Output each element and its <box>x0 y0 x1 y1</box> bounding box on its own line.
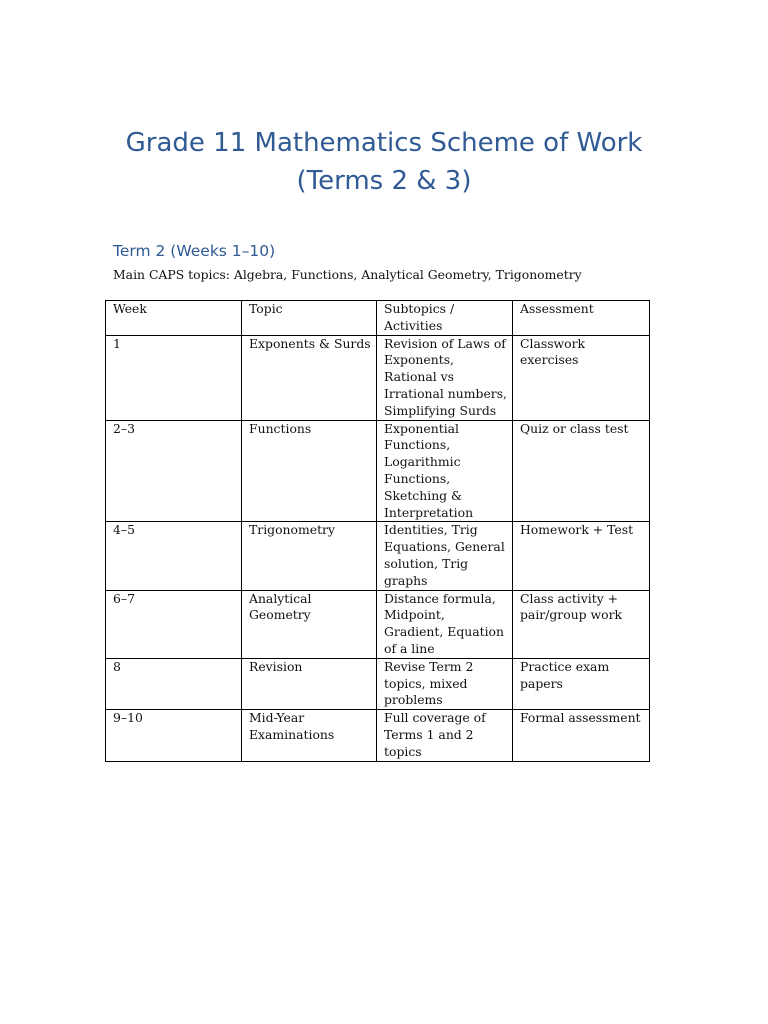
assessment-cell: Class activity + pair/group work <box>513 590 650 658</box>
week-cell: 9–10 <box>106 710 242 761</box>
topic-cell: Trigonometry <box>242 522 377 590</box>
topic-cell: Analytical Geometry <box>242 590 377 658</box>
table-row <box>106 420 650 522</box>
title-line-1: Grade 11 Mathematics Scheme of Work <box>125 128 643 158</box>
scheme-of-work-table <box>105 300 650 762</box>
table-header-row <box>106 301 650 336</box>
subtopics-cell: Distance formula, Midpoint, Gradient, Equation of a line <box>377 590 513 658</box>
table-row <box>106 335 650 420</box>
subtopics-cell: Identities, Trig Equations, General solution, Trig graphs <box>377 522 513 590</box>
week-cell: 1 <box>106 335 242 420</box>
subtopics-cell: Exponential Functions, Logarithmic Functions, Sketching & Interpretation <box>377 420 513 522</box>
topic-cell: Revision <box>242 658 377 709</box>
topic-cell: Functions <box>242 420 377 522</box>
table-row <box>106 658 650 709</box>
subtopics-cell: Revise Term 2 topics, mixed problems <box>377 658 513 709</box>
term-2-topics-note: Main CAPS topics: Algebra, Functions, Analytical Geometry, Trigonometry <box>113 267 582 282</box>
week-cell: 2–3 <box>106 420 242 522</box>
topic-cell: Exponents & Surds <box>242 335 377 420</box>
week-cell: 8 <box>106 658 242 709</box>
table-row <box>106 590 650 658</box>
table-row <box>106 710 650 761</box>
assessment-cell: Formal assessment <box>513 710 650 761</box>
assessment-cell: Classwork exercises <box>513 335 650 420</box>
topic-cell: Mid-Year Examinations <box>242 710 377 761</box>
subtopics-cell: Revision of Laws of Exponents, Rational vs Irrational numbers, Simplifying Surds <box>377 335 513 420</box>
assessment-cell: Quiz or class test <box>513 420 650 522</box>
week-cell: 6–7 <box>106 590 242 658</box>
week-cell: 4–5 <box>106 522 242 590</box>
title-line-2: (Terms 2 & 3) <box>296 166 472 196</box>
term-2-heading: Term 2 (Weeks 1–10) <box>113 242 276 260</box>
table-row <box>106 522 650 590</box>
document-title <box>0 124 768 200</box>
subtopics-cell: Full coverage of Terms 1 and 2 topics <box>377 710 513 761</box>
header-subtopics: Subtopics / Activities <box>377 301 513 336</box>
header-week: Week <box>106 301 242 336</box>
header-assessment: Assessment <box>513 301 650 336</box>
assessment-cell: Homework + Test <box>513 522 650 590</box>
header-topic: Topic <box>242 301 377 336</box>
assessment-cell: Practice exam papers <box>513 658 650 709</box>
